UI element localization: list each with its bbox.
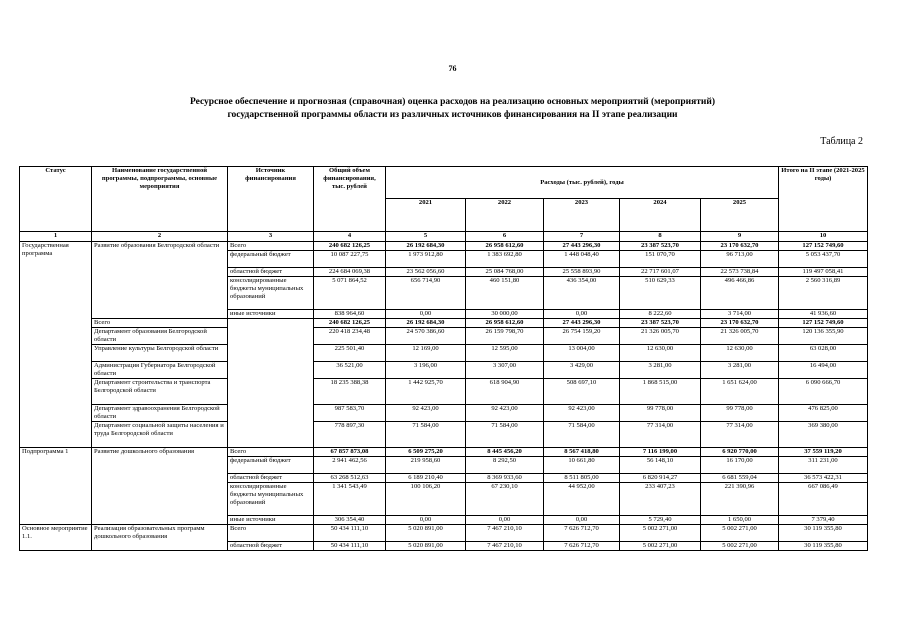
value-cell: 99 778,00	[620, 405, 701, 422]
value-cell: 96 713,00	[701, 251, 779, 268]
value-cell: 1 442 925,70	[386, 379, 466, 405]
value-cell: 56 148,10	[620, 457, 701, 474]
value-cell: 838 964,60	[314, 310, 386, 319]
value-cell: 30 000,00	[466, 310, 544, 319]
table-row	[20, 448, 868, 457]
value-cell: 3 281,00	[620, 362, 701, 379]
value-cell: 233 407,23	[620, 483, 701, 516]
header-year-2023: 2023	[544, 199, 620, 232]
value-cell: 12 595,00	[466, 345, 544, 362]
table-row	[20, 525, 868, 542]
source-cell: иные источники	[228, 310, 314, 319]
value-cell: 151 070,70	[620, 251, 701, 268]
value-cell: 63 028,00	[779, 345, 868, 362]
value-cell: 8 222,60	[620, 310, 701, 319]
source-cell: областной бюджет	[228, 542, 314, 551]
value-cell: 3 196,00	[386, 362, 466, 379]
value-cell: 3 307,00	[466, 362, 544, 379]
value-cell: 77 314,00	[620, 422, 701, 448]
table-row	[20, 362, 868, 379]
value-cell: 508 697,10	[544, 379, 620, 405]
value-cell: 23 387 523,70	[620, 319, 701, 328]
value-cell: 12 169,00	[386, 345, 466, 362]
value-cell: 67 230,10	[466, 483, 544, 516]
value-cell: 240 682 126,25	[314, 242, 386, 251]
source-cell	[228, 319, 314, 448]
header-year-2022: 2022	[466, 199, 544, 232]
value-cell: 7 626 712,70	[544, 525, 620, 542]
resource-table	[19, 166, 868, 551]
value-cell: 23 387 523,70	[620, 242, 701, 251]
document-title	[80, 96, 825, 122]
value-cell: 100 106,20	[386, 483, 466, 516]
table-body	[20, 242, 868, 551]
value-cell: 5 053 437,70	[779, 251, 868, 268]
header-expenses: Расходы (тыс. рублей), годы	[386, 167, 779, 199]
value-cell: 6 090 666,70	[779, 379, 868, 405]
header-stage-total: Итого на II этапе (2021-2025 годы)	[779, 167, 868, 232]
value-cell: 5 020 891,00	[386, 525, 466, 542]
value-cell: 7 116 199,00	[620, 448, 701, 457]
source-cell: областной бюджет	[228, 474, 314, 483]
value-cell: 30 119 355,80	[779, 525, 868, 542]
value-cell: 37 559 119,20	[779, 448, 868, 457]
value-cell: 7 467 210,10	[466, 542, 544, 551]
value-cell: 1 868 515,00	[620, 379, 701, 405]
value-cell: 10 661,80	[544, 457, 620, 474]
value-cell: 92 423,00	[544, 405, 620, 422]
value-cell: 2 941 462,56	[314, 457, 386, 474]
value-cell: 369 380,00	[779, 422, 868, 448]
col-number: 2	[92, 232, 228, 242]
source-cell: областной бюджет	[228, 268, 314, 277]
value-cell: 26 192 684,30	[386, 242, 466, 251]
table-row	[20, 242, 868, 251]
header-name: Наименование государственной программы, подпрограммы, основные мероприятия	[92, 167, 228, 232]
value-cell: 2 560 316,89	[779, 277, 868, 310]
value-cell: 311 231,00	[779, 457, 868, 474]
value-cell: 99 778,00	[701, 405, 779, 422]
value-cell: 21 326 005,70	[620, 328, 701, 345]
value-cell: 27 443 296,30	[544, 319, 620, 328]
value-cell: 24 570 386,60	[386, 328, 466, 345]
value-cell: 0,00	[544, 516, 620, 525]
name-cell: Департамент здравоохранения Белгородской области	[92, 405, 228, 422]
value-cell: 5 002 271,00	[701, 542, 779, 551]
col-number: 5	[386, 232, 466, 242]
source-cell: консолидированные бюджеты муниципальных образований	[228, 277, 314, 310]
value-cell: 50 434 111,10	[314, 542, 386, 551]
value-cell: 71 584,00	[386, 422, 466, 448]
value-cell: 67 857 873,08	[314, 448, 386, 457]
value-cell: 306 354,40	[314, 516, 386, 525]
table-row	[20, 405, 868, 422]
value-cell: 667 086,49	[779, 483, 868, 516]
value-cell: 5 002 271,00	[620, 542, 701, 551]
source-cell: Всего	[228, 525, 314, 542]
value-cell: 26 958 612,60	[466, 242, 544, 251]
value-cell: 6 509 275,20	[386, 448, 466, 457]
value-cell: 63 268 512,63	[314, 474, 386, 483]
value-cell: 656 714,90	[386, 277, 466, 310]
name-cell: Департамент социальной защиты населения и труда Белгородской области	[92, 422, 228, 448]
value-cell: 26 754 159,20	[544, 328, 620, 345]
source-cell: Всего	[228, 448, 314, 457]
value-cell: 8 369 933,60	[466, 474, 544, 483]
value-cell: 30 119 355,80	[779, 542, 868, 551]
value-cell: 23 170 632,70	[701, 242, 779, 251]
value-cell: 7 467 210,10	[466, 525, 544, 542]
value-cell: 476 825,00	[779, 405, 868, 422]
col-number: 3	[228, 232, 314, 242]
value-cell: 219 958,60	[386, 457, 466, 474]
name-cell: Развитие образования Белгородской области	[92, 242, 228, 319]
status-cell: Основное мероприятие 1.1.	[20, 525, 92, 551]
value-cell: 36 573 422,31	[779, 474, 868, 483]
value-cell: 22 717 601,07	[620, 268, 701, 277]
value-cell: 7 379,40	[779, 516, 868, 525]
value-cell: 0,00	[544, 310, 620, 319]
value-cell: 224 684 069,38	[314, 268, 386, 277]
value-cell: 16 494,00	[779, 362, 868, 379]
value-cell: 220 418 234,48	[314, 328, 386, 345]
value-cell: 0,00	[466, 516, 544, 525]
value-cell: 10 087 227,75	[314, 251, 386, 268]
value-cell: 12 630,00	[620, 345, 701, 362]
value-cell: 240 682 126,25	[314, 319, 386, 328]
value-cell: 6 681 559,04	[701, 474, 779, 483]
source-cell: консолидированные бюджеты муниципальных образований	[228, 483, 314, 516]
col-number: 7	[544, 232, 620, 242]
table-row	[20, 328, 868, 345]
value-cell: 510 629,33	[620, 277, 701, 310]
value-cell: 436 354,00	[544, 277, 620, 310]
value-cell: 1 341 543,49	[314, 483, 386, 516]
name-cell: Департамент образования Белгородской области	[92, 328, 228, 345]
value-cell: 0,00	[386, 516, 466, 525]
value-cell: 987 583,70	[314, 405, 386, 422]
value-cell: 7 626 712,70	[544, 542, 620, 551]
value-cell: 26 192 684,30	[386, 319, 466, 328]
value-cell: 8 292,50	[466, 457, 544, 474]
value-cell: 16 170,00	[701, 457, 779, 474]
table-row	[20, 422, 868, 448]
col-number: 8	[620, 232, 701, 242]
header-year-2021: 2021	[386, 199, 466, 232]
table-row	[20, 345, 868, 362]
header-status: Статус	[20, 167, 92, 232]
page-number: 76	[448, 64, 457, 73]
value-cell: 5 071 864,52	[314, 277, 386, 310]
value-cell: 618 904,90	[466, 379, 544, 405]
value-cell: 13 004,00	[544, 345, 620, 362]
value-cell: 120 136 355,90	[779, 328, 868, 345]
value-cell: 36 521,00	[314, 362, 386, 379]
value-cell: 460 151,80	[466, 277, 544, 310]
value-cell: 3 429,00	[544, 362, 620, 379]
title-line-1: Ресурсное обеспечение и прогнозная (справочная) оценка расходов на реализацию основных мероприятий (мероприятий)	[189, 97, 716, 107]
col-number: 9	[701, 232, 779, 242]
value-cell: 8 567 418,80	[544, 448, 620, 457]
header-year-2024: 2024	[620, 199, 701, 232]
column-number-row	[20, 232, 868, 242]
header-total: Общий объем финансирования, тыс. рублей	[314, 167, 386, 232]
value-cell: 25 558 893,90	[544, 268, 620, 277]
value-cell: 8 445 456,20	[466, 448, 544, 457]
value-cell: 496 466,86	[701, 277, 779, 310]
value-cell: 1 383 692,80	[466, 251, 544, 268]
table-row	[20, 319, 868, 328]
value-cell: 225 501,40	[314, 345, 386, 362]
source-cell: федеральный бюджет	[228, 251, 314, 268]
value-cell: 5 002 271,00	[620, 525, 701, 542]
value-cell: 1 448 048,40	[544, 251, 620, 268]
value-cell: 6 189 210,40	[386, 474, 466, 483]
value-cell: 18 235 388,38	[314, 379, 386, 405]
name-cell: Всего	[92, 319, 228, 328]
title-line-2: государственной программы области из различных источников финансирования на II этапе реализации	[227, 110, 678, 120]
value-cell: 77 314,00	[701, 422, 779, 448]
value-cell: 12 630,00	[701, 345, 779, 362]
header-year-2025: 2025	[701, 199, 779, 232]
value-cell: 8 511 805,00	[544, 474, 620, 483]
value-cell: 92 423,00	[386, 405, 466, 422]
value-cell: 71 584,00	[466, 422, 544, 448]
value-cell: 1 651 624,00	[701, 379, 779, 405]
value-cell: 23 562 056,60	[386, 268, 466, 277]
value-cell: 1 650,00	[701, 516, 779, 525]
name-cell: Развитие дошкольного образования	[92, 448, 228, 525]
header-source: Источник финансирования	[228, 167, 314, 232]
value-cell: 21 326 005,70	[701, 328, 779, 345]
source-cell: иные источники	[228, 516, 314, 525]
col-number: 4	[314, 232, 386, 242]
value-cell: 6 920 770,00	[701, 448, 779, 457]
value-cell: 41 936,60	[779, 310, 868, 319]
value-cell: 221 390,96	[701, 483, 779, 516]
value-cell: 127 152 749,60	[779, 319, 868, 328]
col-number: 1	[20, 232, 92, 242]
table-label: Таблица 2	[820, 136, 863, 147]
col-number: 6	[466, 232, 544, 242]
value-cell: 26 159 798,70	[466, 328, 544, 345]
value-cell: 22 573 738,84	[701, 268, 779, 277]
value-cell: 5 020 891,00	[386, 542, 466, 551]
value-cell: 27 443 296,30	[544, 242, 620, 251]
source-cell: федеральный бюджет	[228, 457, 314, 474]
status-cell: Подпрограмма 1	[20, 448, 92, 525]
name-cell: Управление культуры Белгородской области	[92, 345, 228, 362]
value-cell: 127 152 749,60	[779, 242, 868, 251]
col-number: 10	[779, 232, 868, 242]
name-cell: Администрация Губернатора Белгородской области	[92, 362, 228, 379]
name-cell: Реализация образовательных программ дошкольного образования	[92, 525, 228, 551]
value-cell: 5 729,40	[620, 516, 701, 525]
value-cell: 71 584,00	[544, 422, 620, 448]
value-cell: 0,00	[386, 310, 466, 319]
value-cell: 50 434 111,10	[314, 525, 386, 542]
value-cell: 23 170 632,70	[701, 319, 779, 328]
value-cell: 92 423,00	[466, 405, 544, 422]
value-cell: 3 281,00	[701, 362, 779, 379]
value-cell: 5 002 271,00	[701, 525, 779, 542]
value-cell: 1 973 912,80	[386, 251, 466, 268]
value-cell: 25 084 768,00	[466, 268, 544, 277]
value-cell: 119 497 058,41	[779, 268, 868, 277]
value-cell: 26 958 612,60	[466, 319, 544, 328]
status-cell: Государственная программа	[20, 242, 92, 448]
value-cell: 6 820 914,27	[620, 474, 701, 483]
source-cell: Всего	[228, 242, 314, 251]
value-cell: 778 897,30	[314, 422, 386, 448]
name-cell: Департамент строительства и транспорта Белгородской области	[92, 379, 228, 405]
value-cell: 44 952,00	[544, 483, 620, 516]
value-cell: 3 714,00	[701, 310, 779, 319]
table-row	[20, 379, 868, 405]
